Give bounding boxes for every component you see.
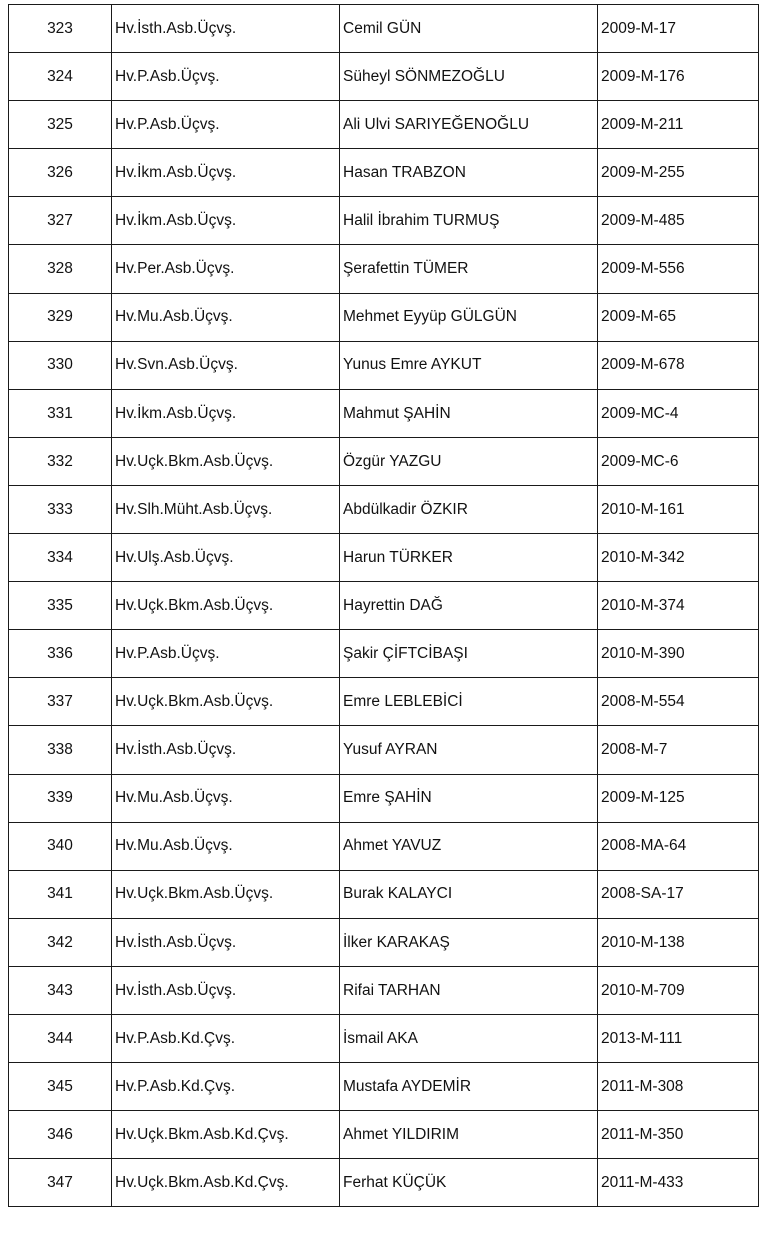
registry-code-cell: 2009-MC-6 [598,437,759,485]
row-number-cell: 328 [9,245,112,293]
registry-code-cell: 2008-SA-17 [598,870,759,918]
table-row [9,582,759,630]
table-row [9,966,759,1014]
row-number-cell: 340 [9,822,112,870]
person-name-cell: Halil İbrahim TURMUŞ [340,197,598,245]
table-row [9,774,759,822]
person-name-cell: Harun TÜRKER [340,534,598,582]
table-row [9,197,759,245]
person-name-cell: Yunus Emre AYKUT [340,341,598,389]
person-name-cell: Rifai TARHAN [340,966,598,1014]
registry-code-cell: 2010-M-390 [598,630,759,678]
row-number-cell: 333 [9,485,112,533]
registry-code-cell: 2008-M-7 [598,726,759,774]
registry-code-cell: 2010-M-709 [598,966,759,1014]
registry-code-cell: 2010-M-374 [598,582,759,630]
row-number-cell: 342 [9,918,112,966]
row-number-cell: 330 [9,341,112,389]
person-name-cell: Hayrettin DAĞ [340,582,598,630]
table-row [9,630,759,678]
rank-cell: Hv.İsth.Asb.Üçvş. [112,5,340,53]
registry-code-cell: 2009-M-65 [598,293,759,341]
table-row [9,1159,759,1207]
rank-cell: Hv.İkm.Asb.Üçvş. [112,197,340,245]
rank-cell: Hv.Uçk.Bkm.Asb.Kd.Çvş. [112,1159,340,1207]
document-page [8,4,758,1207]
rank-cell: Hv.P.Asb.Kd.Çvş. [112,1014,340,1062]
person-name-cell: Şakir ÇİFTCİBAŞI [340,630,598,678]
rank-cell: Hv.P.Asb.Üçvş. [112,53,340,101]
person-name-cell: Özgür YAZGU [340,437,598,485]
registry-code-cell: 2009-M-485 [598,197,759,245]
rank-cell: Hv.Mu.Asb.Üçvş. [112,822,340,870]
table-row [9,678,759,726]
registry-code-cell: 2008-M-554 [598,678,759,726]
person-name-cell: Yusuf AYRAN [340,726,598,774]
rank-cell: Hv.Uçk.Bkm.Asb.Üçvş. [112,582,340,630]
table-row [9,149,759,197]
registry-code-cell: 2009-M-678 [598,341,759,389]
rank-cell: Hv.İsth.Asb.Üçvş. [112,726,340,774]
row-number-cell: 339 [9,774,112,822]
table-row [9,1014,759,1062]
roster-table-body [9,5,759,1207]
registry-code-cell: 2009-M-125 [598,774,759,822]
table-row [9,293,759,341]
person-name-cell: Ahmet YAVUZ [340,822,598,870]
table-row [9,822,759,870]
registry-code-cell: 2010-M-342 [598,534,759,582]
row-number-cell: 327 [9,197,112,245]
table-row [9,870,759,918]
registry-code-cell: 2009-M-211 [598,101,759,149]
table-row [9,245,759,293]
registry-code-cell: 2013-M-111 [598,1014,759,1062]
row-number-cell: 347 [9,1159,112,1207]
rank-cell: Hv.P.Asb.Kd.Çvş. [112,1063,340,1111]
row-number-cell: 338 [9,726,112,774]
rank-cell: Hv.Mu.Asb.Üçvş. [112,293,340,341]
table-row [9,389,759,437]
person-name-cell: Süheyl SÖNMEZOĞLU [340,53,598,101]
row-number-cell: 337 [9,678,112,726]
registry-code-cell: 2010-M-161 [598,485,759,533]
person-name-cell: Emre LEBLEBİCİ [340,678,598,726]
rank-cell: Hv.P.Asb.Üçvş. [112,630,340,678]
rank-cell: Hv.İsth.Asb.Üçvş. [112,966,340,1014]
person-name-cell: Mustafa AYDEMİR [340,1063,598,1111]
row-number-cell: 332 [9,437,112,485]
registry-code-cell: 2009-MC-4 [598,389,759,437]
registry-code-cell: 2009-M-556 [598,245,759,293]
row-number-cell: 336 [9,630,112,678]
registry-code-cell: 2009-M-255 [598,149,759,197]
table-row [9,485,759,533]
person-name-cell: Burak KALAYCI [340,870,598,918]
table-row [9,5,759,53]
registry-code-cell: 2010-M-138 [598,918,759,966]
rank-cell: Hv.Ulş.Asb.Üçvş. [112,534,340,582]
table-row [9,341,759,389]
registry-code-cell: 2011-M-350 [598,1111,759,1159]
registry-code-cell: 2009-M-176 [598,53,759,101]
row-number-cell: 329 [9,293,112,341]
row-number-cell: 326 [9,149,112,197]
table-row [9,53,759,101]
person-name-cell: Ahmet YILDIRIM [340,1111,598,1159]
registry-code-cell: 2011-M-433 [598,1159,759,1207]
rank-cell: Hv.Uçk.Bkm.Asb.Üçvş. [112,870,340,918]
registry-code-cell: 2011-M-308 [598,1063,759,1111]
person-name-cell: Ali Ulvi SARIYEĞENOĞLU [340,101,598,149]
rank-cell: Hv.Slh.Müht.Asb.Üçvş. [112,485,340,533]
person-name-cell: Mahmut ŞAHİN [340,389,598,437]
person-name-cell: Emre ŞAHİN [340,774,598,822]
person-name-cell: Abdülkadir ÖZKIR [340,485,598,533]
table-row [9,1063,759,1111]
person-name-cell: Ferhat KÜÇÜK [340,1159,598,1207]
rank-cell: Hv.Uçk.Bkm.Asb.Üçvş. [112,437,340,485]
row-number-cell: 323 [9,5,112,53]
person-name-cell: İlker KARAKAŞ [340,918,598,966]
roster-table [8,4,759,1207]
row-number-cell: 331 [9,389,112,437]
registry-code-cell: 2008-MA-64 [598,822,759,870]
registry-code-cell: 2009-M-17 [598,5,759,53]
rank-cell: Hv.İkm.Asb.Üçvş. [112,149,340,197]
row-number-cell: 335 [9,582,112,630]
rank-cell: Hv.Svn.Asb.Üçvş. [112,341,340,389]
table-row [9,1111,759,1159]
rank-cell: Hv.Uçk.Bkm.Asb.Üçvş. [112,678,340,726]
row-number-cell: 334 [9,534,112,582]
table-row [9,101,759,149]
rank-cell: Hv.Mu.Asb.Üçvş. [112,774,340,822]
rank-cell: Hv.P.Asb.Üçvş. [112,101,340,149]
row-number-cell: 325 [9,101,112,149]
rank-cell: Hv.İsth.Asb.Üçvş. [112,918,340,966]
rank-cell: Hv.İkm.Asb.Üçvş. [112,389,340,437]
row-number-cell: 344 [9,1014,112,1062]
row-number-cell: 341 [9,870,112,918]
row-number-cell: 345 [9,1063,112,1111]
table-row [9,437,759,485]
row-number-cell: 343 [9,966,112,1014]
rank-cell: Hv.Uçk.Bkm.Asb.Kd.Çvş. [112,1111,340,1159]
person-name-cell: Mehmet Eyyüp GÜLGÜN [340,293,598,341]
person-name-cell: Cemil GÜN [340,5,598,53]
person-name-cell: Şerafettin TÜMER [340,245,598,293]
person-name-cell: İsmail AKA [340,1014,598,1062]
table-row [9,534,759,582]
rank-cell: Hv.Per.Asb.Üçvş. [112,245,340,293]
row-number-cell: 346 [9,1111,112,1159]
person-name-cell: Hasan TRABZON [340,149,598,197]
row-number-cell: 324 [9,53,112,101]
table-row [9,918,759,966]
table-row [9,726,759,774]
